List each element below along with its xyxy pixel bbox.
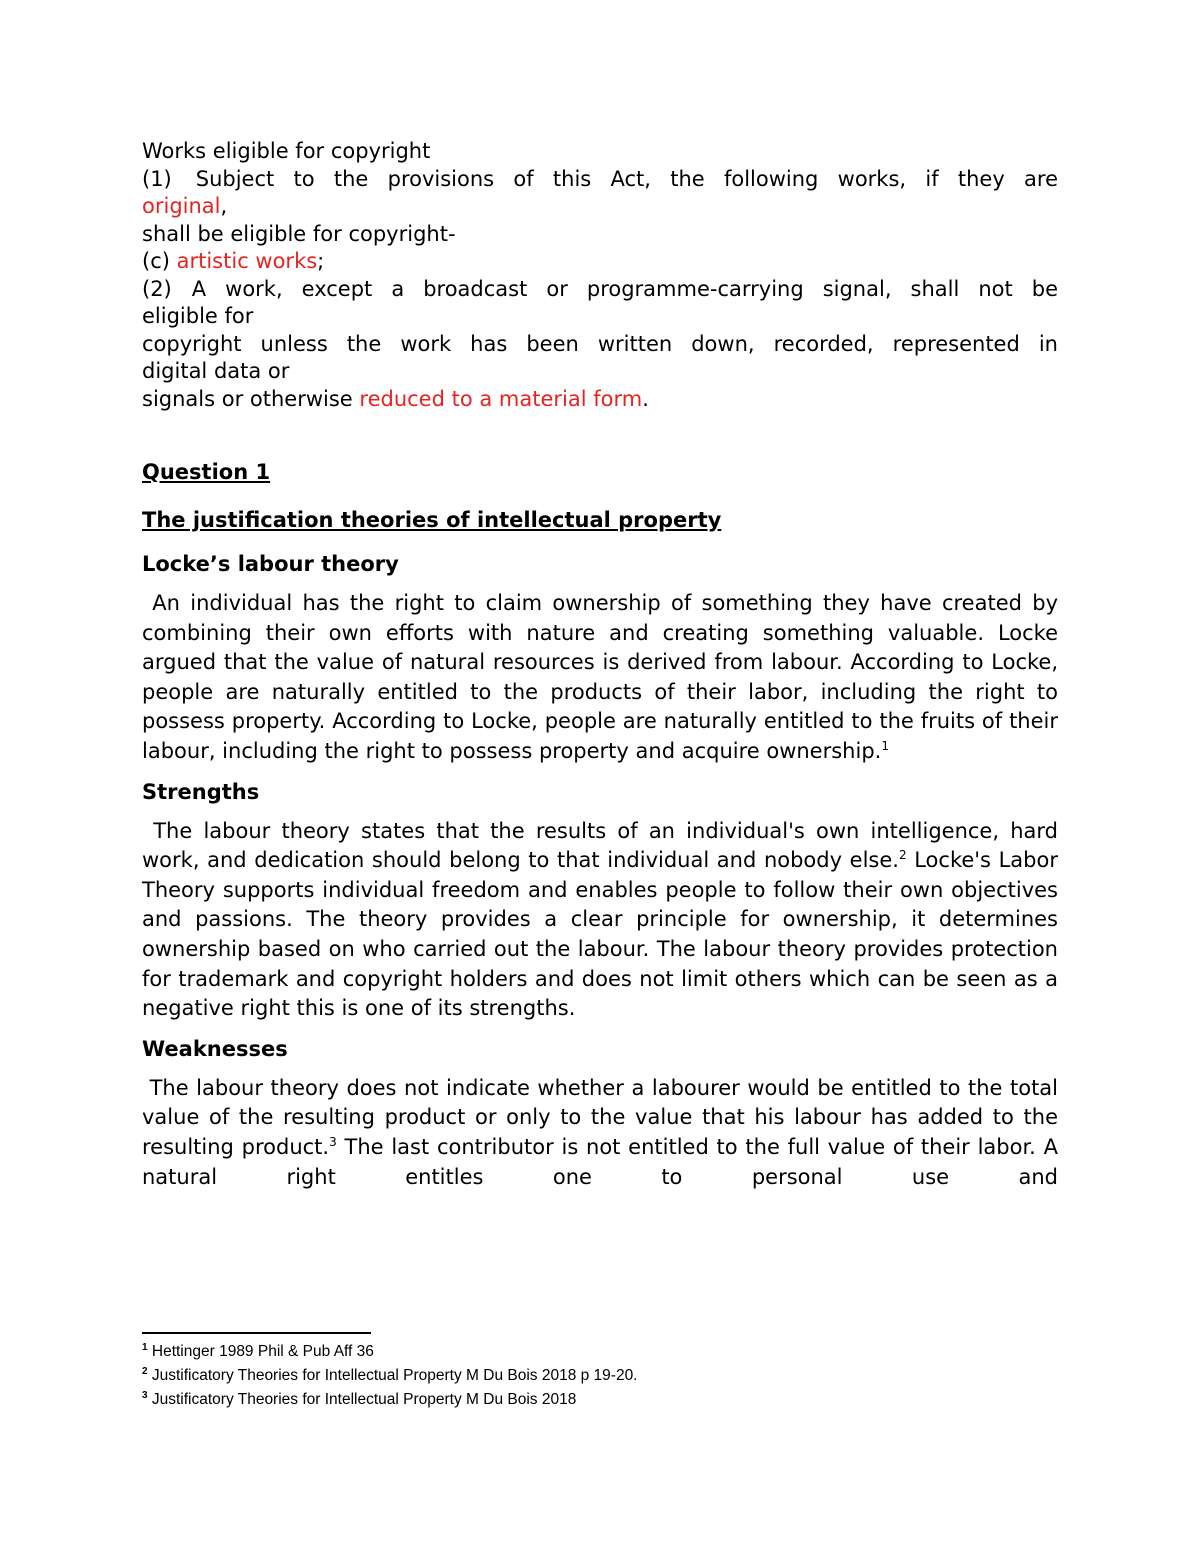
strengths-heading: Strengths <box>142 779 260 804</box>
footnote-ref-3[interactable]: 3 <box>329 1134 337 1149</box>
footnotes <box>142 1340 638 1412</box>
footnote-1: $^1$ Hettinger 1989 Phil & Pub Aff 36 <box>142 1342 374 1360</box>
subsection-number-1: (1) <box>142 166 172 191</box>
footnote-ref-2[interactable]: 2 <box>898 848 907 863</box>
locke-heading: Locke’s labour theory <box>142 552 399 576</box>
document-page <box>142 138 1058 1192</box>
highlight-original: original <box>142 194 221 218</box>
copyright-excerpt <box>142 138 1058 413</box>
question-heading: Question 1 <box>142 460 271 484</box>
weaknesses-heading: Weaknesses <box>142 1036 288 1061</box>
weaknesses-paragraph: The labour theory does not indicate whether a labourer would be entitled to the total value of the resulting product or only to the value that his labour has added to the resulting product.$^3$ The last contributor is not entitled to the full value of their labor. A natural right entitles one to personal use and <box>142 1075 1059 1189</box>
footnote-separator <box>142 1332 371 1334</box>
excerpt-line-5: (2) A work, except a broadcast or programme-carrying signal, shall not be <box>142 276 1058 301</box>
footnote-3: $^3$ Justificatory Theories for Intellectual Property M Du Bois 2018 <box>142 1390 577 1408</box>
footnote-ref-1[interactable]: 1 <box>881 738 889 753</box>
excerpt-line-7: copyright unless the work has been written down, recorded, represented in <box>142 331 1058 356</box>
excerpt-line-9: signals or otherwise reduced to a material form. <box>142 386 649 411</box>
locke-paragraph: An individual has the right to claim ownership of something they have created by combining their own efforts with nature and creating something valuable. Locke argued that the value of natural resources is derived from labour. According to Locke, people are naturally entitled to the products of their labor, including the right to possess property. According to Locke, people are naturally entitled to the fruits of their labour, including the right to possess property and acquire ownership.$^1$ <box>142 591 1058 763</box>
theories-heading: The justification theories of intellectual property <box>142 508 722 532</box>
highlight-artistic-works: artistic works <box>176 249 318 273</box>
excerpt-line-3: shall be eligible for copyright- <box>142 221 456 246</box>
excerpt-line-8: digital data or <box>142 359 290 383</box>
footnote-2: $^2$ Justificatory Theories for Intellectual Property M Du Bois 2018 p 19-20. <box>142 1366 638 1384</box>
excerpt-line-4: (c) artistic works; <box>142 249 325 273</box>
subsection-number-2: (2) <box>142 276 172 301</box>
highlight-material-form: reduced to a material form <box>359 386 643 411</box>
excerpt-line-6: eligible for <box>142 304 254 328</box>
excerpt-line-1: (1) Subject to the provisions of this Act, the following works, if they are <box>142 166 1058 191</box>
excerpt-title: Works eligible for copyright <box>142 139 431 163</box>
excerpt-line-2: original, <box>142 194 228 218</box>
strengths-paragraph: The labour theory states that the results of an individual's own intelligence, hard work, and dedication should belong to that individual and nobody else.$^2$ Locke's Labor Theory supports individual freedom and enables people to follow their own objectives and passions. The theory provides a clear principle for ownership, it determines ownership based on who carried out the labour. The labour theory provides protection for trademark and copyright holders and does not limit others which can be seen as a negative right this is one of its strengths. <box>142 818 1058 1021</box>
